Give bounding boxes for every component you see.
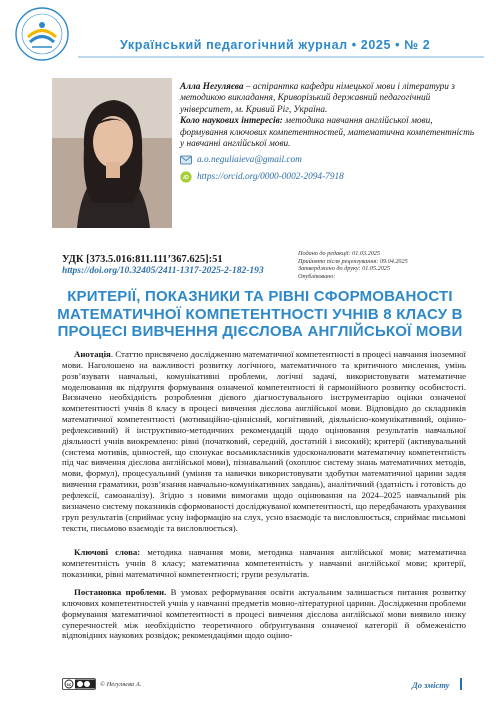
author-name: Алла Негуляєва <box>180 82 244 92</box>
doi-link[interactable]: https://doi.org/10.32405/2411-1317-2025-2-182-193 <box>62 266 264 276</box>
license-block <box>62 678 141 690</box>
problem-text: В умовах реформування освіти актуальним залишається питання розвитку ключових компетентностей учнів у навчанні предметів мовно-літературної царини. Дослідження проблеми формування математичної компетентності в процесі вивчення дієслова англійської мови виявило низку суперечностей між необхідністю теоретичного обґрунтування означеної категорії й обмеженістю відповідних наукових розвідок; рекомендаціями щодо оціню- <box>62 587 466 641</box>
author-photo <box>52 78 172 228</box>
interests-label: Коло наукових інтересів: <box>180 116 283 127</box>
copyright-author: © Негуляєва А. <box>100 680 142 688</box>
author-orcid[interactable]: https://orcid.org/0000-0002-2094-7918 <box>197 172 344 182</box>
page-header <box>0 0 496 62</box>
svg-text:cc: cc <box>66 681 72 687</box>
problem-label: Постановка проблеми. <box>74 587 167 597</box>
abstract-text: . Статтю присвячено дослідженню математичної компетентності в процесі навчання іноземної мови. Наголошено на важливості розвитку логічного, математичного та критичного мислення, умінь розв’язувати навчальні, комунікативні проблеми, логічні задачі, використовувати математичне моделювання як підґрунтя формування означеної компетентності й гармонійного розвитку особистості. Визначено необхідність розроблення дієвого діагностувального інструментарію оцінки означеної компетентності учнів 8 класу в процесі вивчення дієслова англійської мови. Відповідно до складників математичної компетентності (мотиваційно-ціннісний, когнітивний, діяльнісно-комунікативний, оцінно-рефлексивний) й інструктивно-методичних рекомендацій щодо оцінювання результатів навчальної діяльності учнів виокремлено: рівні (початковий, середній, достатній і високий); критерії (активувальний (система мотивів, цінностей, що спонукає восьмикласників удосконалювати математичну компетентність під час вивчення дієслова англійської мови), пізнавальний (охоплює систему знань математичних методів, мови, формул), процесуальний (уміння та навички використовувати здобутки математичної царини задля вивчення граматики, розв’язання навчально-комунікативних завдань), аналітичний (здатність і готовість до рефлексії, самоаналізу). Згідно з новими вимогами щодо оцінювання на 2024–2025 навчальний рік визначено систему показників сформованості досліджуваної компетентності, що передбачають урахування груп результатів (сприймає усну інформацію на слух, усно взаємодіє та висловлюється, сприймає письмові тексти, письмово взаємодіє та висловлюється). <box>62 349 466 533</box>
abstract-label: Анотація <box>74 349 111 359</box>
problem-statement <box>62 587 466 641</box>
author-email[interactable]: a.o.neguliaieva@gmail.com <box>197 155 302 165</box>
email-icon <box>180 154 192 166</box>
svg-text:iD: iD <box>183 175 189 182</box>
keywords <box>62 547 466 580</box>
header-divider <box>78 56 484 58</box>
submission-dates <box>298 250 408 280</box>
keywords-label: Ключові слова: <box>74 547 141 557</box>
date-published: Опубліковано: <box>298 272 336 280</box>
toc-divider <box>460 678 462 690</box>
author-bio: – аспірантка кафедри німецької мови і літератури з методикою викладання, Криворізький державний педагогічний університет, м. Кривий Ріг, Україна. <box>180 82 455 115</box>
email-row[interactable] <box>180 154 480 166</box>
orcid-icon <box>180 171 192 183</box>
journal-title: Український педагогічний журнал • 2025 • № 2 <box>120 38 431 52</box>
keywords-text: методика навчання мови, методика навчання англійської мови; математична компетентність учнів 8 класу; математична компетентність у навчанні англійської мови; критерії, показники, рівні математичної компетентності; групи результатів. <box>62 547 466 579</box>
author-card <box>52 78 482 230</box>
udc-code: УДК [373.5.016:811.111’367.625]:51 <box>62 254 223 265</box>
date-reviewed: Прийнято після рецензування: 09.04.2025 <box>298 257 408 265</box>
orcid-row[interactable] <box>180 171 480 183</box>
author-info <box>180 82 480 150</box>
cc-by-license-icon[interactable] <box>62 678 96 690</box>
toc-link[interactable]: До змісту <box>412 680 450 690</box>
abstract <box>62 349 466 533</box>
article-title: КРИТЕРІЇ, ПОКАЗНИКИ ТА РІВНІ СФОРМОВАНОСТІ МАТЕМАТИЧНОЇ КОМПЕТЕНТНОСТІ УЧНІВ 8 КЛАСУ В ПРОЦЕСІ ВИВЧЕННЯ ДІЄСЛОВА АНГЛІЙСЬКОЇ МОВИ <box>57 288 463 340</box>
journal-logo <box>14 6 70 62</box>
date-submitted: Подано до редакції: 01.03.2025 <box>298 250 380 257</box>
date-approved: Затверджено до друку: 01.05.2025 <box>298 265 390 273</box>
author-interests: методика навчання англійської мови, формування ключових компетентностей, математична компетентність у навчанні англійської мови. <box>180 116 475 150</box>
